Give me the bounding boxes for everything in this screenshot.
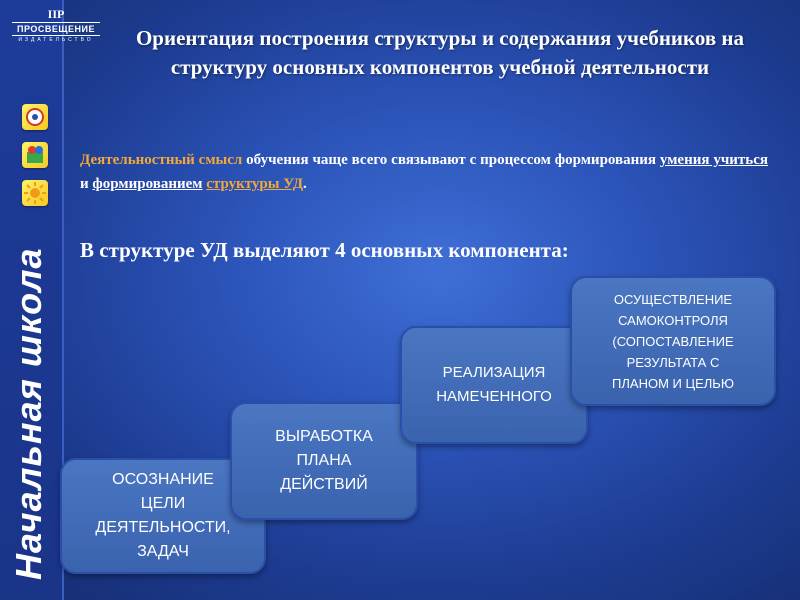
step-line: (СОПОСТАВЛЕНИЕ [612,333,734,349]
intro-paragraph [80,148,768,196]
step-line: ЗАДАЧ [137,543,189,560]
step-line: ДЕЙСТВИЙ [280,476,368,493]
step-line: РЕЗУЛЬТАТА С [626,354,720,370]
step-line: ДЕЯТЕЛЬНОСТИ, [95,519,231,536]
logo-badge-icon [22,104,48,130]
vertical-section-title: Начальная школа [8,247,49,580]
sun-icon [22,180,48,206]
step-action-plan [230,402,418,520]
step-line: НАМЕЧЕННОГО [436,388,552,405]
step-line: ЦЕЛИ [140,495,186,512]
highlight-structure-ud: структуры УД [206,176,304,192]
step-line: ПЛАНОМ И ЦЕЛЬЮ [612,375,734,391]
logo-mark: IIP [47,7,65,21]
publisher-logo [6,8,106,43]
paragraph-text: обучения чаще всего связывают с процессом формирования [242,152,660,168]
paragraph-text: . [303,176,307,192]
highlight-activity-meaning: Деятельностный смысл [80,152,243,168]
step-line: ОСОЗНАНИЕ [112,471,214,488]
step-line: ВЫРАБОТКА [275,428,373,445]
components-heading: В структуре УД выделяют 4 основных компонента: [80,238,569,262]
step-line: САМОКОНТРОЛЯ [618,312,728,328]
highlight-formation: формированием [92,176,203,192]
step-line: РЕАЛИЗАЦИЯ [442,364,546,381]
step-line: ОСУЩЕСТВЛЕНИЕ [613,291,733,307]
step-implementation [400,326,588,444]
paragraph-text: и [80,176,93,192]
logo-subtitle: ИЗДАТЕЛЬСТВО [18,37,94,43]
book-flower-icon [22,142,48,168]
logo-name: ПРОСВЕЩЕНИЕ [12,22,100,36]
sidebar [0,0,64,600]
step-self-control [570,276,776,406]
highlight-learning-skill: умения учиться [659,152,768,168]
step-line: ПЛАНА [296,452,352,469]
slide-title: Ориентация построения структуры и содержания учебников на структуру основных компонентов учебной деятельности [135,26,745,79]
